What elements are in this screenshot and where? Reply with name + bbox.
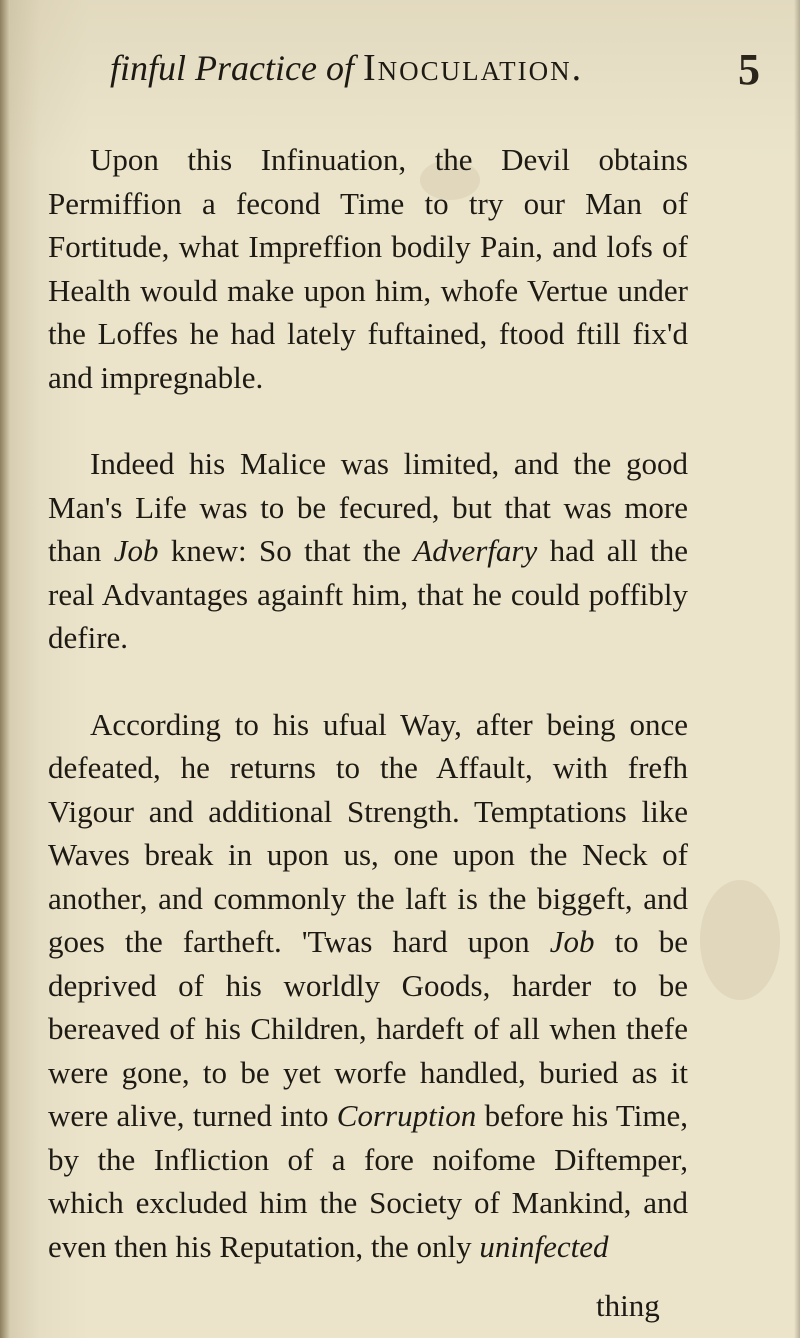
catchword: thing — [596, 1288, 660, 1323]
running-header — [110, 38, 690, 98]
text-segment: to be deprived of his worldly Goods, harder to be bereaved of his Children, hardeft of all when thefe were gone, to be yet worfe handled, buried as it were alive, turned into — [48, 924, 689, 1133]
text-segment: According to his ufual Way, after being once defeated, he returns to the Affault, with frefh Vigour and additional Strength. Temptations like Waves break in upon us, one upon the Neck of another, and commonly the laft is the biggeft, and goes the fartheft. 'Twas hard upon — [48, 706, 688, 959]
body-text — [48, 138, 688, 1268]
page-outer-edge — [794, 0, 800, 1338]
header-title-caps: Inoculation. — [362, 47, 584, 89]
text-segment-italic: uninfected — [479, 1228, 609, 1264]
paragraph — [48, 442, 688, 660]
text-segment-italic: Job — [113, 533, 159, 568]
header-title-italic: finful Practice of — [110, 48, 354, 88]
paper-stain — [700, 880, 780, 1000]
text-segment: knew: So that the — [158, 533, 414, 568]
paragraph — [48, 703, 688, 1269]
text-segment: Indeed his Malice was limited, and the good Man's Life was to be fecured, but that was more than — [48, 446, 688, 568]
page-number: 5 — [738, 45, 760, 94]
text-segment-italic: Job — [549, 924, 595, 959]
text-segment: Upon this Infinuation, the Devil obtains Permiffion a fecond Time to try our Man of Fortitude, what Impreffion bodily Pain, and lofs of Health would make upon him, whofe Vertue under the Loffes he had lately fuftained, ftood ftill fix'd and impregnable. — [48, 142, 688, 395]
page-gutter-edge — [0, 0, 10, 1338]
text-segment-italic: Adverfary — [413, 533, 538, 568]
text-segment-italic: Corruption — [336, 1098, 477, 1133]
paragraph — [48, 138, 688, 399]
text-segment: before his Time, by the Infliction of a fore noifome Diftemper, which excluded him the Society of Mankind, and even then his Reputation, the only — [48, 1098, 688, 1264]
text-segment: had all the real Advantages againft him, that he could poffibly defire. — [48, 533, 689, 655]
